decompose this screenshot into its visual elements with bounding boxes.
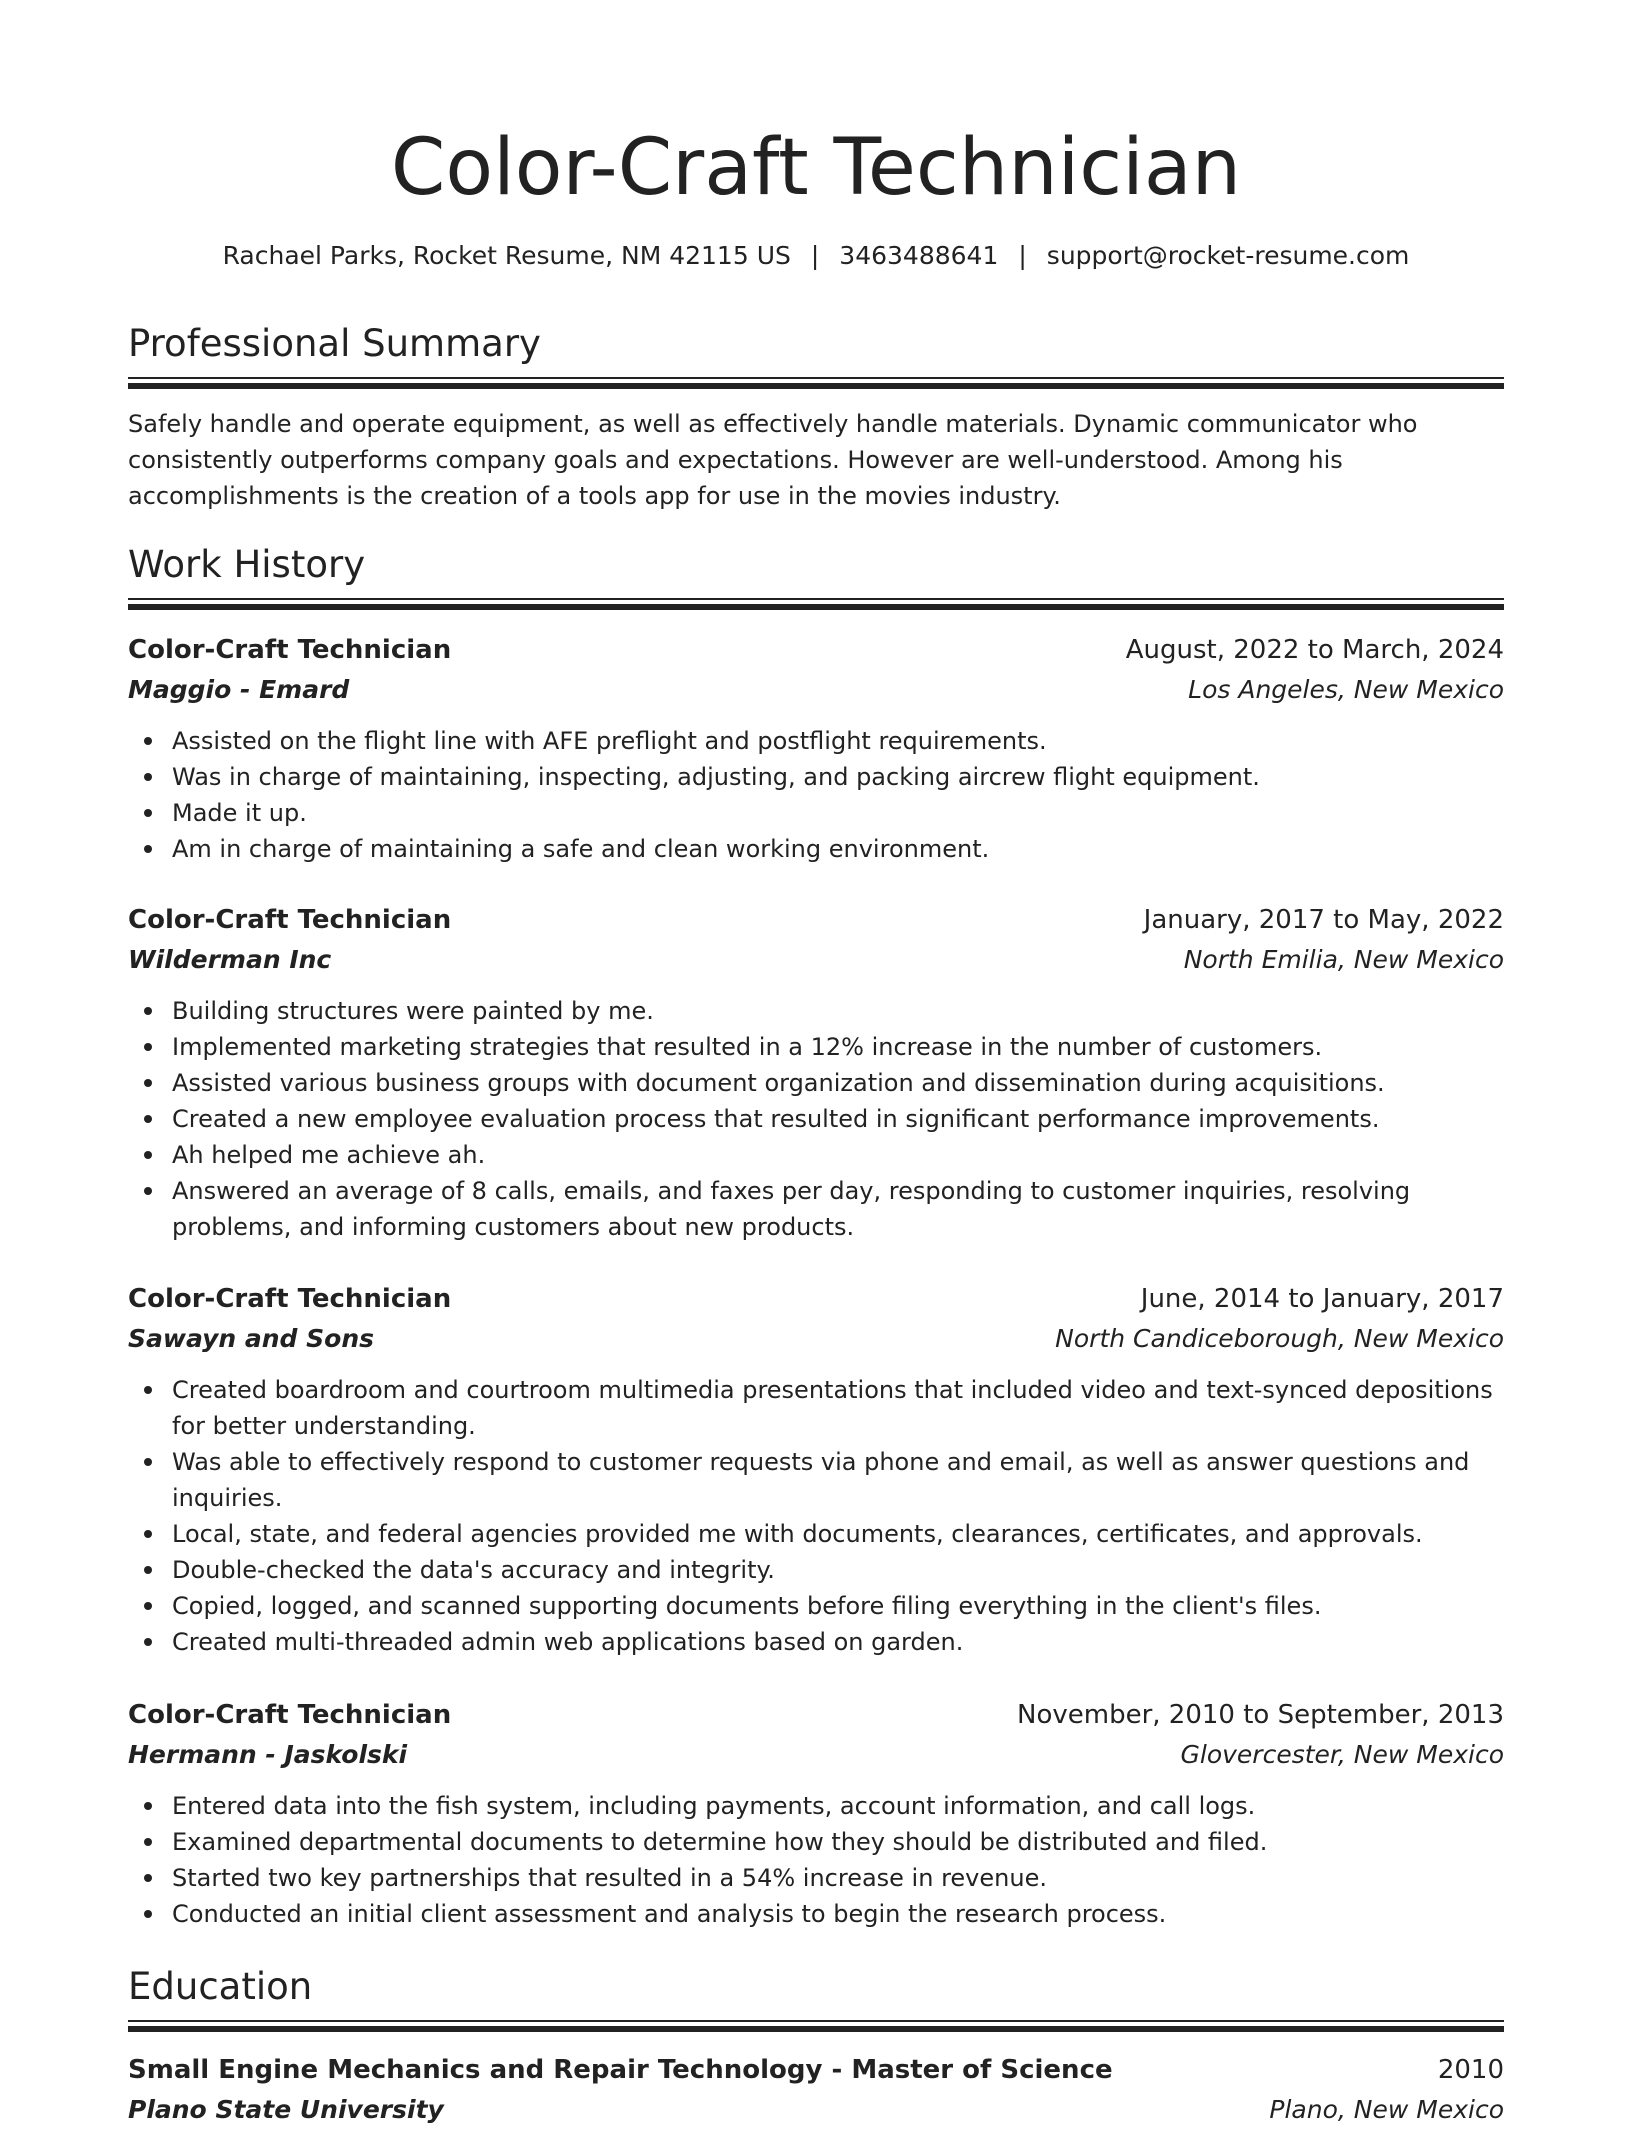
list-item: Assisted various business groups with document organization and dissemination during acquisitions. [128, 1065, 1504, 1101]
list-item: Assisted on the flight line with AFE preflight and postflight requirements. [128, 723, 1504, 759]
list-item: Created a new employee evaluation process that resulted in significant performance improvements. [128, 1101, 1504, 1137]
list-item: Conducted an initial client assessment and analysis to begin the research process. [128, 1896, 1504, 1932]
job-company: Hermann - Jaskolski [128, 1740, 408, 1769]
list-item: Am in charge of maintaining a safe and clean working environment. [128, 831, 1504, 867]
contact-line [128, 236, 1504, 276]
list-item: Examined departmental documents to determine how they should be distributed and filed. [128, 1824, 1504, 1860]
education-year: 2010 [1437, 2055, 1504, 2085]
job-entry [128, 1696, 1504, 1932]
section-divider [128, 2020, 1504, 2032]
list-item: Created boardroom and courtroom multimedia presentations that included video and text-synced depositions for better understanding. [128, 1372, 1504, 1444]
job-title: Color-Craft Technician [128, 1284, 452, 1314]
list-item: Was able to effectively respond to customer requests via phone and email, as well as answer questions and inquiries. [128, 1444, 1504, 1516]
job-entry [128, 631, 1504, 867]
job-bullets [128, 1788, 1504, 1932]
job-bullets [128, 723, 1504, 867]
contact-phone: 3463488641 [839, 241, 999, 270]
job-entry [128, 1280, 1504, 1660]
job-dates: August, 2022 to March, 2024 [1125, 635, 1504, 665]
job-dates: June, 2014 to January, 2017 [1140, 1284, 1504, 1314]
job-bullets [128, 1372, 1504, 1660]
list-item: Made it up. [128, 795, 1504, 831]
list-item: Was in charge of maintaining, inspecting, adjusting, and packing aircrew flight equipment. [128, 759, 1504, 795]
list-item: Created multi-threaded admin web applications based on garden. [128, 1624, 1504, 1660]
job-location: Los Angeles, New Mexico [1188, 675, 1504, 704]
job-dates: November, 2010 to September, 2013 [1017, 1700, 1504, 1730]
list-item: Started two key partnerships that resulted in a 54% increase in revenue. [128, 1860, 1504, 1896]
education-degree: Small Engine Mechanics and Repair Technology - Master of Science [128, 2055, 1113, 2085]
education-school: Plano State University [128, 2095, 444, 2124]
job-bullets [128, 993, 1504, 1245]
job-location: Glovercester, New Mexico [1180, 1740, 1504, 1769]
list-item: Entered data into the fish system, including payments, account information, and call logs. [128, 1788, 1504, 1824]
section-divider [128, 598, 1504, 610]
contact-separator: | [1018, 241, 1027, 270]
contact-address: Rachael Parks, Rocket Resume, NM 42115 US [222, 241, 791, 270]
list-item: Building structures were painted by me. [128, 993, 1504, 1029]
contact-email: support@rocket-resume.com [1046, 241, 1410, 270]
list-item: Implemented marketing strategies that resulted in a 12% increase in the number of customers. [128, 1029, 1504, 1065]
job-dates: January, 2017 to May, 2022 [1143, 905, 1504, 935]
job-title: Color-Craft Technician [128, 635, 452, 665]
job-company: Maggio - Emard [128, 675, 350, 704]
job-location: North Candiceborough, New Mexico [1055, 1324, 1504, 1353]
job-entry [128, 901, 1504, 1245]
summary-text: Safely handle and operate equipment, as well as effectively handle materials. Dynamic communicator who consistently outperforms company goals and expectations. However are well-understood. Among his accomplishments is the creation of a tools app for use in the movies industry. [128, 410, 1418, 510]
section-heading-work: Work History [128, 543, 366, 586]
job-company: Wilderman Inc [128, 945, 332, 974]
section-heading-education: Education [128, 1965, 313, 2008]
section-divider [128, 377, 1504, 389]
job-title: Color-Craft Technician [128, 1700, 452, 1730]
job-company: Sawayn and Sons [128, 1324, 374, 1353]
section-heading-summary: Professional Summary [128, 322, 541, 365]
education-entry [128, 2051, 1504, 2129]
list-item: Answered an average of 8 calls, emails, and faxes per day, responding to customer inquiries, resolving problems, and informing customers about new products. [128, 1173, 1504, 1245]
list-item: Local, state, and federal agencies provided me with documents, clearances, certificates, and approvals. [128, 1516, 1504, 1552]
page-title: Color-Craft Technician [390, 123, 1242, 213]
contact-separator: | [810, 241, 820, 270]
job-title: Color-Craft Technician [128, 905, 452, 935]
education-location: Plano, New Mexico [1269, 2095, 1504, 2124]
list-item: Copied, logged, and scanned supporting documents before filing everything in the client's files. [128, 1588, 1504, 1624]
list-item: Ah helped me achieve ah. [128, 1137, 1504, 1173]
job-location: North Emilia, New Mexico [1183, 945, 1504, 974]
list-item: Double-checked the data's accuracy and integrity. [128, 1552, 1504, 1588]
